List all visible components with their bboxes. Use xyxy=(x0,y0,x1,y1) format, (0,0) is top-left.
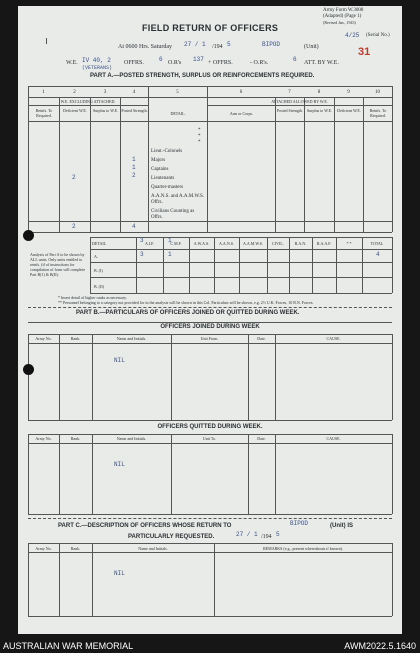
analysis-col: A.A.N.S. xyxy=(219,241,234,246)
form-reference xyxy=(323,8,363,25)
quitted-header: CAUSE. xyxy=(326,436,341,441)
rank-list xyxy=(151,149,207,221)
joined-header: Unit From. xyxy=(200,336,219,341)
posted-total: 4 xyxy=(132,223,136,230)
offrs-value: 6 xyxy=(159,56,163,63)
part-c-year-prefix: /194 xyxy=(261,534,272,540)
quitted-header: Date. xyxy=(257,436,266,441)
part-b-title: PART B.—PARTICULARS OF OFFICERS JOINED OR QUITTED DURING WEEK. xyxy=(76,310,300,316)
form-ref-line2: (Adapted) (Page 1) xyxy=(323,14,362,19)
footnote-2: ** Personnel belonging to a category not provided for in the analysis will be shown in this Col. Particulars will be shown, e.g. 2½ U.K. Forces, 10 R.N. Forces. xyxy=(58,300,314,305)
part-c-header: Rank. xyxy=(70,546,81,551)
analysis-col: TOTAL xyxy=(370,241,384,246)
quitted-nil: NIL xyxy=(114,461,125,468)
analysis-col: C.M.F. xyxy=(170,241,182,246)
analysis-col: * * xyxy=(346,241,352,246)
col-num: 3 xyxy=(103,90,107,95)
part-c-nil: NIL xyxy=(114,570,125,577)
rank-item: Majors xyxy=(151,158,166,163)
part-c-year: 5 xyxy=(276,531,280,538)
col-num: 8 xyxy=(317,90,321,95)
we-label: W.E. xyxy=(66,60,78,66)
unit-label: (Unit) xyxy=(304,44,319,50)
part-c-header: REMARKS (e.g., present whereabouts if known). xyxy=(263,546,343,551)
part-c-unit: BIPOD xyxy=(290,520,309,527)
unit-value: BIPOD xyxy=(262,41,281,48)
footnote-1: * Insert detail of higher ranks as necessary. xyxy=(58,295,127,300)
header-cell: Posted Strength. xyxy=(276,108,304,113)
offrs2-label: + OFFRS. xyxy=(208,60,233,66)
footer-right: AWM2022.5.1640 xyxy=(344,641,416,651)
joined-nil: NIL xyxy=(114,357,125,364)
att-value: 6 xyxy=(293,56,297,63)
part-c-header: Name and Initials. xyxy=(138,546,168,551)
analysis-row-label: A. xyxy=(94,254,98,259)
posted-value: 1 xyxy=(132,164,136,171)
margin-mark: 31 xyxy=(358,46,371,58)
joined-header: Name and Initials. xyxy=(116,336,147,341)
header-cell: DETAIL. xyxy=(170,111,186,116)
col-num: 9 xyxy=(347,90,350,95)
rank-item: Civilians Counting as Offrs. xyxy=(151,209,195,220)
ors-label: O.R's xyxy=(168,60,182,66)
analysis-col: A.W.A.S. xyxy=(193,241,210,246)
aif-value: 3 xyxy=(140,237,144,244)
total-value: 4 xyxy=(376,251,380,258)
we-value: IV 40, 2 xyxy=(82,57,111,64)
joined-title: OFFICERS JOINED DURING WEEK xyxy=(160,324,260,330)
ors2-label: - O.R's. xyxy=(250,60,269,66)
quitted-title: OFFICERS QUITTED DURING WEEK. xyxy=(157,424,263,430)
serial-value: 4/25 xyxy=(345,32,360,39)
rank-item: Captains xyxy=(151,167,169,172)
col-num: 7 xyxy=(288,90,291,95)
cmf-value: 1 xyxy=(168,237,172,244)
pen-mark xyxy=(46,38,47,44)
quitted-header: Army No. xyxy=(35,436,52,441)
footer-left: AUSTRALIAN WAR MEMORIAL xyxy=(3,641,134,651)
posted-value: 1 xyxy=(132,156,136,163)
header-cell: Reinfs. To Required. xyxy=(369,108,387,118)
col-num: 2 xyxy=(73,90,76,95)
analysis-note: Analysis of Part A to be shown by ALL units. Only units entitled to reinfs. (if of instructions for compilation of form will complete Part B(1) & B(II). xyxy=(30,252,86,277)
form-sheet xyxy=(18,6,402,634)
header-cell: Surplus to W.E. xyxy=(92,108,119,113)
binder-hole xyxy=(23,364,34,375)
rank-item: Lieut.-Colonels xyxy=(151,149,183,154)
analysis-col: A.A.M.W.S. xyxy=(243,241,263,246)
group-left-heading: W.E. EXCLUDING ATTACHED. xyxy=(60,99,116,104)
return-date: 27 / 1 xyxy=(184,41,206,48)
form-ref-line3: (Revised Jan., 1943) xyxy=(323,20,356,25)
header-cell: Arm or Corps. xyxy=(229,111,254,116)
aif-value: 3 xyxy=(140,251,144,258)
analysis-col: R.A.N. xyxy=(294,241,307,246)
part-a-title: PART A.—POSTED STRENGTH, SURPLUS OR REINFORCEMENTS REQUIRED. xyxy=(90,73,315,79)
header-cell: Deficient W.E. xyxy=(337,108,361,113)
deficient-value: 2 xyxy=(72,174,76,181)
header-cell: Deficient W.E. xyxy=(63,108,87,113)
part-c-date: 27 / 1 xyxy=(236,531,258,538)
part-c-header: Army No. xyxy=(35,546,52,551)
joined-header: Army No. xyxy=(35,336,52,341)
form-title: FIELD RETURN OF OFFICERS xyxy=(142,23,279,33)
part-c-title-b: (Unit) IS xyxy=(330,523,353,529)
joined-header: Date. xyxy=(257,336,266,341)
group-right-heading: ATTACHED ALLOWED BY W.E. xyxy=(271,99,328,104)
posted-values xyxy=(132,156,136,180)
quitted-header: Rank. xyxy=(70,436,81,441)
part-c-title-c: PARTICULARLY REQUESTED. xyxy=(128,534,215,540)
part-c-title: PART C.—DESCRIPTION OF OFFICERS WHOSE RETURN TO xyxy=(58,523,232,529)
analysis-col: R.A.A.F. xyxy=(316,241,332,246)
quitted-header: Name and Initials. xyxy=(116,436,147,441)
header-cell: Surplus to W.E. xyxy=(306,108,333,113)
joined-header: Rank. xyxy=(70,336,81,341)
deficient-total: 2 xyxy=(72,223,76,230)
analysis-row-label: B. (I) xyxy=(94,268,103,273)
col-num: 6 xyxy=(239,90,243,95)
rank-item: A.A.N.S. and A.A.M.W.S. Offrs. xyxy=(151,194,205,205)
analysis-col: CIVIL. xyxy=(272,241,284,246)
analysis-detail-label: DETAIL xyxy=(92,241,107,246)
col-num: 4 xyxy=(132,90,136,95)
serial-label: (Serial No.) xyxy=(366,33,390,38)
cmf-value: 1 xyxy=(168,251,172,258)
col-num: 10 xyxy=(375,90,380,95)
year-value: 5 xyxy=(227,41,231,48)
binder-hole xyxy=(23,230,34,241)
analysis-col: A.I.F. xyxy=(144,241,155,246)
header-cell: Reinfs. To Required. xyxy=(35,108,53,118)
col-num: 5 xyxy=(176,90,179,95)
at-line: At 0600 Hrs. Saturday xyxy=(118,44,172,50)
rank-item: Lieutenants xyxy=(151,176,175,181)
col-num: 1 xyxy=(42,90,45,95)
analysis-row-label: B. (II) xyxy=(94,284,104,289)
posted-value: 2 xyxy=(132,172,136,179)
header-cell: Posted Strength. xyxy=(121,108,148,113)
form-ref-line1: Army Form W.3008 xyxy=(323,8,364,13)
ors-value: 137 xyxy=(193,56,204,63)
we-sub: (VETERANS) xyxy=(82,65,113,71)
rank-item: Quarter-masters xyxy=(151,185,184,190)
offrs-label: OFFRS. xyxy=(124,60,144,66)
year-prefix: /194 xyxy=(212,44,223,50)
att-label: ATT. BY W.E. xyxy=(304,60,339,66)
quitted-header: Unit To. xyxy=(202,436,217,441)
joined-header: CAUSE. xyxy=(326,336,341,341)
asterisk-marks: * * * xyxy=(198,128,201,145)
